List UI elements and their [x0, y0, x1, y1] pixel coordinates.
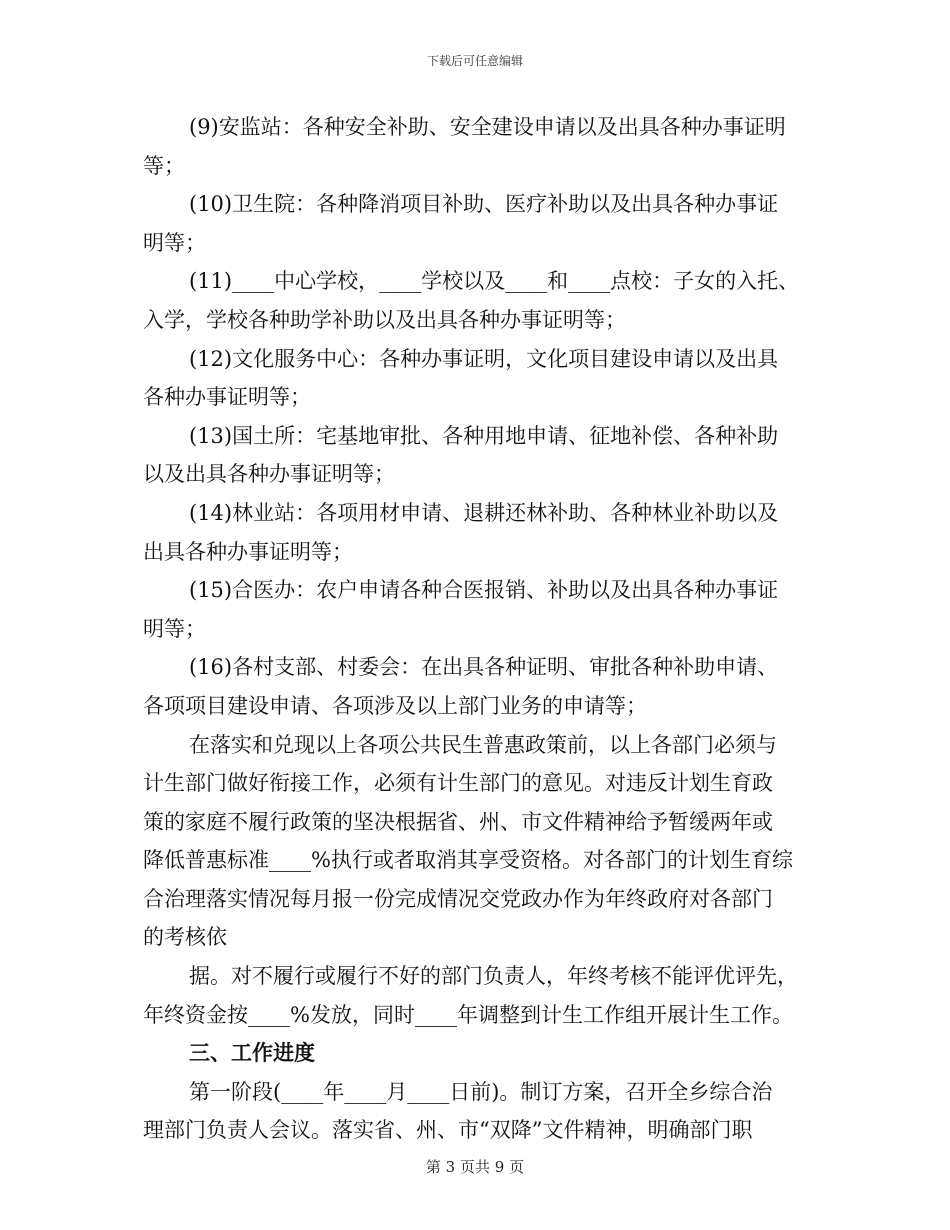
text-line: 第一阶段(____年____月____日前)。制订方案，召开全乡综合治: [189, 1079, 773, 1104]
section-heading: 三、工作进度: [189, 1040, 315, 1066]
page-footer: 第 3 页共 9 页: [425, 1158, 525, 1176]
text-line: (14)林业站：各项用材申请、退耕还林补助、各种林业补助以及: [189, 500, 779, 525]
text-line: 出具各种办事证明等；: [143, 539, 353, 564]
text-line: (9)安监站：各种安全补助、安全建设申请以及出具各种办事证明: [189, 115, 786, 139]
text-line: (15)合医办：农户申请各种合医报销、补助以及出具各种办事证: [189, 578, 779, 603]
document-body: [143, 108, 813, 1150]
text-line: (16)各村支部、村委会：在出具各种证明、审批各种补助申请、: [189, 655, 779, 680]
text-line: 入学，学校各种助学补助以及出具各种办事证明等；: [143, 307, 626, 332]
text-line: 策的家庭不履行政策的坚决根据省、州、市文件精神给予暂缓两年或: [143, 809, 773, 834]
text-line: 明等；: [143, 230, 206, 255]
text-line: 各种办事证明等；: [143, 385, 311, 410]
text-line: 以及出具各种办事证明等；: [143, 462, 395, 487]
text-line: 的考核依: [143, 925, 227, 950]
text-line: (13)国土所：宅基地审批、各种用地申请、征地补偿、各种补助: [189, 423, 779, 448]
text-line: (10)卫生院：各种降消项目补助、医疗补助以及出具各种办事证: [189, 192, 779, 217]
text-line: 明等；: [143, 616, 206, 641]
text-line: (12)文化服务中心：各种办事证明，文化项目建设申请以及出具: [189, 346, 779, 371]
text-line: 理部门负责人会议。落实省、州、市“双降”文件精神，明确部门职: [143, 1118, 753, 1143]
text-line: 各项项目建设申请、各项涉及以上部门业务的申请等；: [143, 693, 647, 718]
text-line: 降低普惠标准____%执行或者取消其享受资格。对各部门的计划生育综: [143, 848, 793, 873]
page-header: 下载后可任意编辑: [426, 54, 523, 68]
text-line: 据。对不履行或履行不好的部门负责人，年终考核不能评优评先，: [189, 964, 798, 989]
text-line: (11)____中心学校，____学校以及____和____点校：子女的入托、: [189, 269, 800, 294]
text-line: 合治理落实情况每月报一份完成情况交党政办作为年终政府对各部门: [143, 886, 773, 911]
text-line: 年终资金按____%发放，同时____年调整到计生工作组开展计生工作。: [143, 1002, 793, 1027]
text-line: 等；: [143, 153, 185, 178]
text-line: 在落实和兑现以上各项公共民生普惠政策前，以上各部门必须与: [189, 732, 777, 757]
text-line: 计生部门做好衔接工作，必须有计生部门的意见。对违反计划生育政: [143, 771, 773, 796]
